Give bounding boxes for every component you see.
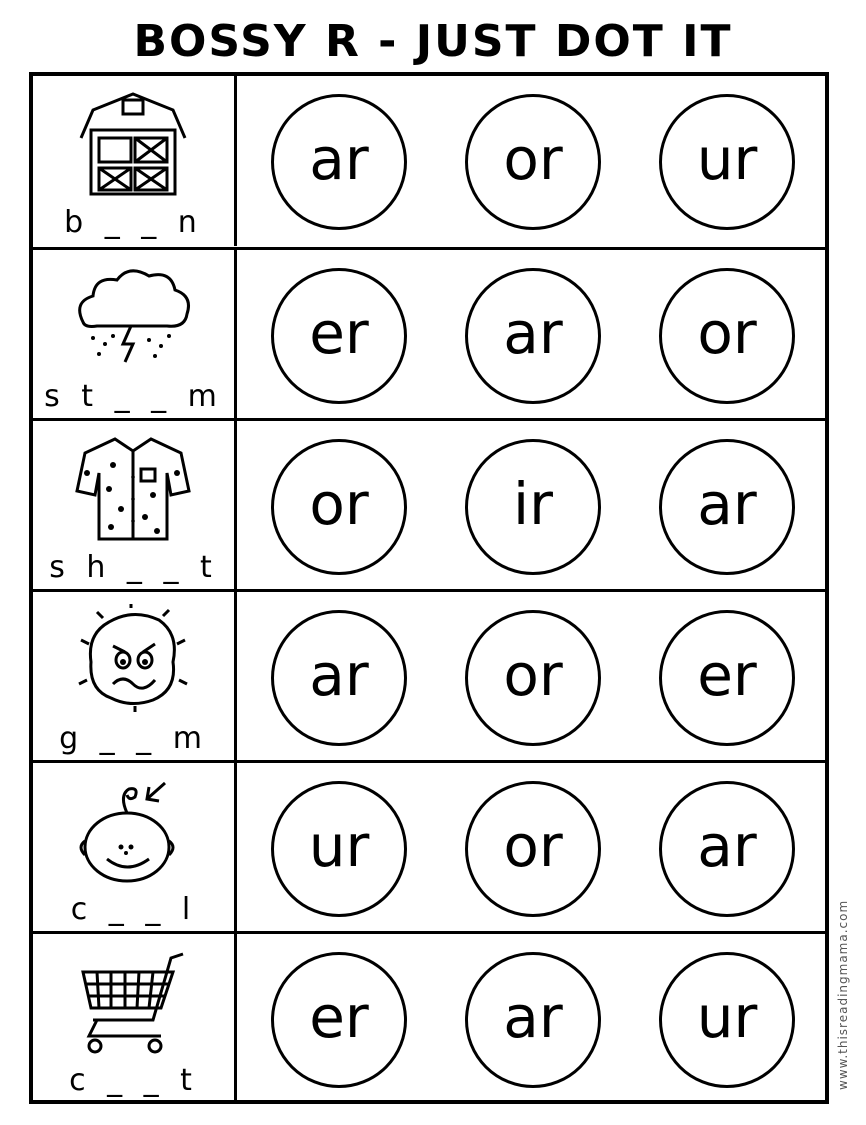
choice-label: ar	[697, 812, 757, 880]
choice-circle[interactable]	[465, 268, 601, 404]
choice-circle[interactable]	[465, 94, 601, 230]
choice-label: ir	[513, 470, 553, 538]
choice-circle[interactable]	[271, 781, 407, 917]
choice-label: or	[503, 641, 563, 709]
choice-circle[interactable]	[465, 952, 601, 1088]
picture-cell	[33, 250, 237, 420]
choice-circle[interactable]	[659, 952, 795, 1088]
word-prompt: b _ _ n	[64, 205, 203, 240]
choice-circle[interactable]	[465, 610, 601, 746]
worksheet-row	[33, 76, 825, 246]
shirt-picture	[73, 433, 193, 543]
choice-circle[interactable]	[659, 94, 795, 230]
worksheet-row	[33, 760, 825, 933]
choice-label: ur	[696, 983, 758, 1051]
picture-cell	[33, 934, 237, 1104]
word-prompt: c _ _ l	[70, 892, 197, 927]
choice-label: or	[697, 299, 757, 367]
germ-picture	[73, 604, 193, 714]
word-prompt: s h _ _ t	[49, 550, 218, 585]
choice-label: or	[503, 812, 563, 880]
choice-label: ar	[503, 299, 563, 367]
choice-label: ur	[308, 812, 370, 880]
choice-circle[interactable]	[271, 94, 407, 230]
picture-cell	[33, 592, 237, 762]
choice-label: er	[697, 641, 757, 709]
choice-label: or	[503, 125, 563, 193]
worksheet-grid	[29, 72, 829, 1104]
choice-label: ar	[309, 641, 369, 709]
barn-picture	[73, 88, 193, 198]
picture-cell	[33, 76, 237, 246]
worksheet-row	[33, 418, 825, 591]
choice-circle[interactable]	[659, 610, 795, 746]
choice-label: ur	[696, 125, 758, 193]
choice-circle[interactable]	[465, 439, 601, 575]
word-prompt: s t _ _ m	[44, 379, 223, 414]
choice-circle[interactable]	[271, 268, 407, 404]
word-prompt: g _ _ m	[59, 721, 208, 756]
choice-circle[interactable]	[659, 268, 795, 404]
choice-label: ar	[697, 470, 757, 538]
word-prompt: c _ _ t	[69, 1063, 198, 1098]
storm-picture	[73, 262, 193, 372]
choice-circle[interactable]	[271, 952, 407, 1088]
choice-label: er	[309, 983, 369, 1051]
worksheet-row	[33, 247, 825, 420]
choice-label: ar	[309, 125, 369, 193]
choice-circle[interactable]	[271, 610, 407, 746]
picture-cell	[33, 763, 237, 933]
curl-picture	[73, 775, 193, 885]
choice-circle[interactable]	[659, 781, 795, 917]
choice-label: er	[309, 299, 369, 367]
worksheet-row	[33, 931, 825, 1104]
choice-circle[interactable]	[465, 781, 601, 917]
choice-circle[interactable]	[659, 439, 795, 575]
cart-picture	[73, 946, 193, 1056]
choice-label: or	[309, 470, 369, 538]
credit-text: www.thisreadingmama.com	[836, 899, 850, 1090]
picture-cell	[33, 421, 237, 591]
choice-label: ar	[503, 983, 563, 1051]
choice-circle[interactable]	[271, 439, 407, 575]
worksheet-row	[33, 589, 825, 762]
page-title: BOSSY R - JUST DOT IT	[133, 16, 733, 67]
